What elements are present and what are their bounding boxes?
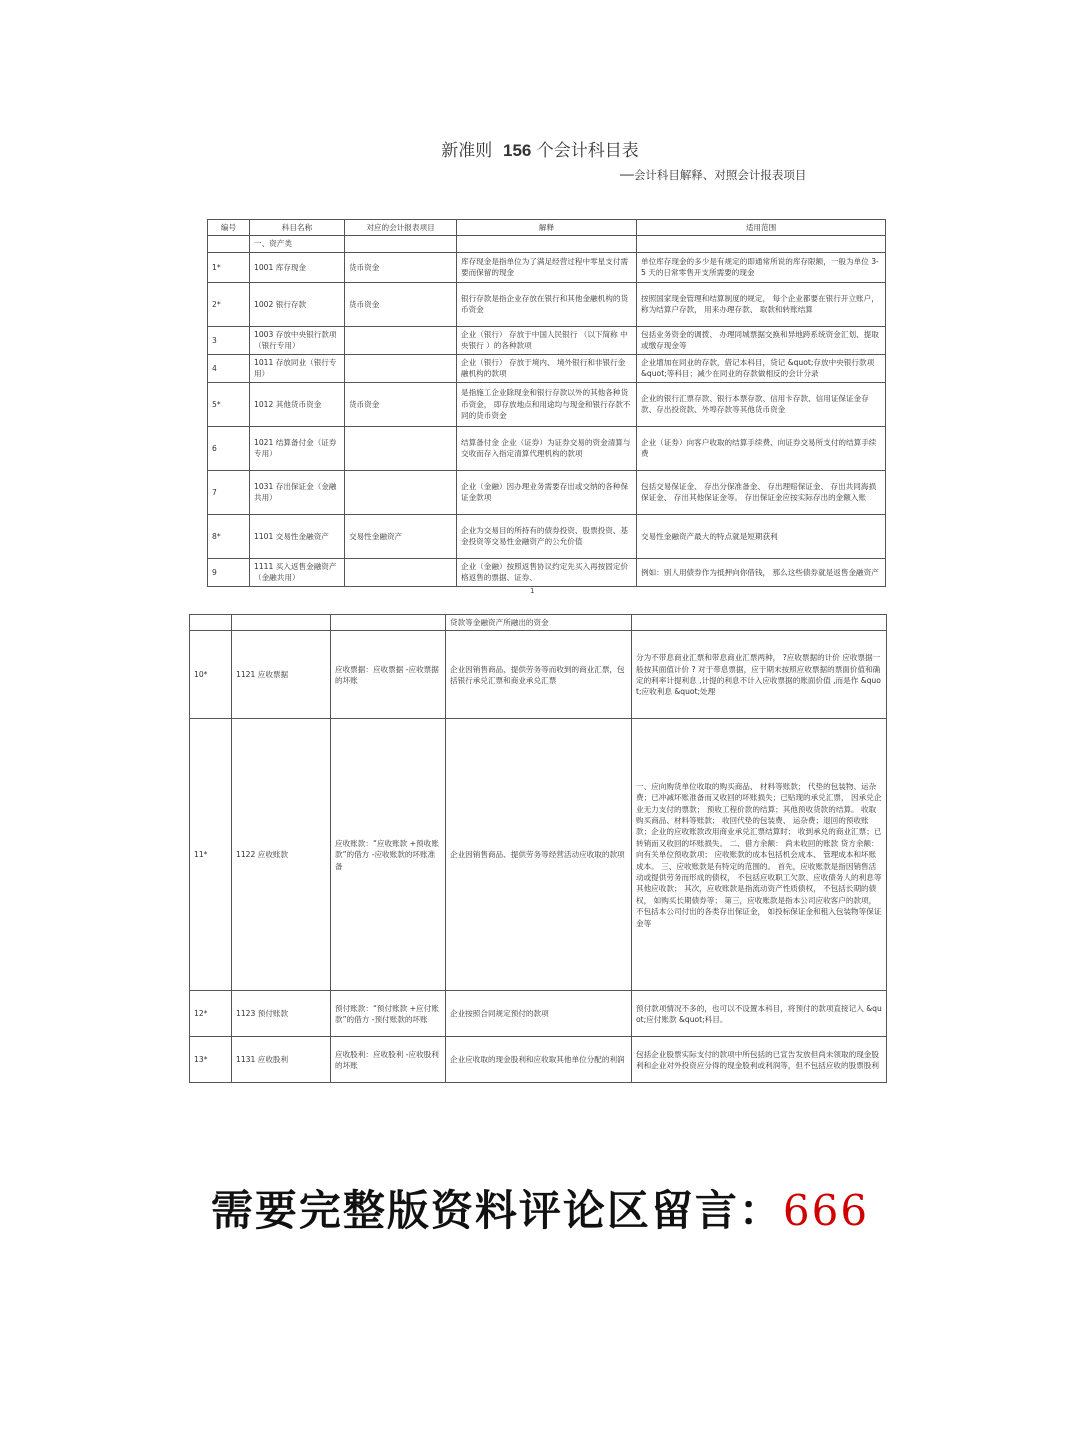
section-row [208, 236, 886, 252]
cell-name: 1001 库存现金 [250, 252, 345, 282]
table-row [208, 326, 886, 354]
footer-text: 需要完整版资料评论区留言： [210, 1186, 783, 1235]
cell-explain: 企业（金融）按照返售协议约定先买入再按固定价格返售的票据、证券、 [457, 558, 637, 586]
cell-name: 1122 应收账款 [232, 719, 331, 991]
cell-no: 12* [190, 991, 232, 1037]
footer-code: 666 [782, 1186, 870, 1235]
cell-explain: 企业（金融）因办理业务需要存出或交纳的各种保证金款项 [457, 470, 637, 514]
cell-report: 应收票据：应收票据 -应收票据的坏账 [331, 631, 446, 719]
section-blank [345, 236, 457, 252]
cell-report [345, 558, 457, 586]
cell-name: 1121 应收票据 [232, 631, 331, 719]
cell-no: 2* [208, 282, 250, 326]
title-suffix: 个会计科目表 [536, 141, 639, 161]
cell-explain: 企业为交易目的所持有的债券投资、股票投资、基金投资等交易性金融资产的公允价值 [457, 514, 637, 558]
cell-scope: 按照国家现金管理和结算制度的规定， 每个企业都要在银行开立账户， 称为结算户存款， 用来办理存款、 取款和转账结算 [637, 282, 886, 326]
cell-explain: 企业（银行） 存放于中国人民银行 （以下简称 中央银行 ）的各种款项 [457, 326, 637, 354]
cell-report [345, 326, 457, 354]
cell-scope: 包括业务资金的调拨、 办理同城票据交换和异地跨系统资金汇划、提取或缴存现金等 [637, 326, 886, 354]
table-row [208, 282, 886, 326]
cell-report: 交易性金融资产 [345, 514, 457, 558]
cell-report: 货币资金 [345, 282, 457, 326]
footer-caption [0, 1178, 1080, 1238]
cell-explain: 是指施工企业除现金和银行存款以外的其他各种货币资金， 即存放地点和用途均与现金和银行存款不同的货币资金 [457, 382, 637, 426]
carry-blank [632, 615, 887, 631]
cell-name: 1123 预付账款 [232, 991, 331, 1037]
header-explain: 解释 [457, 220, 637, 236]
title-number: 156 [503, 141, 532, 160]
cell-name: 1003 存放中央银行款项（银行专用） [250, 326, 345, 354]
cell-name: 1101 交易性金融资产 [250, 514, 345, 558]
section-blank [457, 236, 637, 252]
table-row [190, 719, 887, 991]
table-row [190, 631, 887, 719]
cell-scope: 预付款项情况不多的，也可以不设置本科目，将预付的款项直接记入 &quot;应付账款 &quot;科目。 [632, 991, 887, 1037]
header-report: 对应的会计报表项目 [345, 220, 457, 236]
carry-blank [190, 615, 232, 631]
table-row [208, 514, 886, 558]
cell-no: 5* [208, 382, 250, 426]
table-row [208, 354, 886, 382]
table-row [208, 470, 886, 514]
cell-explain: 结算备付金 企业（证券）为证券交易的资金清算与交收而存入指定清算代理机构的款项 [457, 426, 637, 470]
cell-no: 6 [208, 426, 250, 470]
cell-scope: 分为不带息商业汇票和带息商业汇票两种， ?应收票据的计价 应收票据一般按其面值计价 ? 对于带息票据，应于期末按照应收票据的票面价值和确定的利率计提利息 ,计提的利息不计入应收票据的账面价值 ,而是作 &quot;应收利息 &quot;处理 [632, 631, 887, 719]
cell-scope: 包括交易保证金、 存出分保准备金、 存出理赔保证金、 存出共同海损保证金、 存出其他保证金等。 存出保证金应按实际存出的金额入账 [637, 470, 886, 514]
cell-name: 1002 银行存款 [250, 282, 345, 326]
carry-blank [331, 615, 446, 631]
cell-scope: 企业的银行汇票存款、银行本票存款、信用卡存款、信用证保证金存款、存出投资款、外埠存款等其他货币资金 [637, 382, 886, 426]
cell-scope: 一、应向购货单位收取的购买商品、 材料等账款； 代垫的包装物、运杂费；已冲减坏账准备而又收回的坏账损失；已贴现的承兑汇票， 因承兑企业无力支付的票款； 预收工程价款的结算；其他预收货款的结算。 收取购买商品、材料等账款； 收回代垫的包装费、 运杂费；退回的预收账款；企业的应收账款改用商业承兑汇票结算时； 收到承兑的商业汇票；已转销而又收回的坏账损失。 二、借方余额： 尚未收回的账款 贷方余额： 向有关单位预收款项； 应收账款的成本包括机会成本、 管理成本和坏账成本。 三、应收账款是有特定的范围的。 首先，应收账款是指因销售活动或提供劳务而形成的债权， 不包括应收职工欠款、应收债务人的利息等其他应收款； 其次，应收账款是指流动资产性质债权， 不包括长期的债权， 如购买长期债券等； 第三，应收账款是指本公司应收客户的款项， 不包括本公司付出的各类存出保证金， 如投标保证金和租入包装物等保证金等 [632, 719, 887, 991]
cell-scope: 包括企业股票实际支付的款项中所包括的已宣告发放但尚未领取的现金股利和企业对外投资应分得的现金股利或利润等，但不包括应收的股票股利 [632, 1037, 887, 1083]
cell-no: 3 [208, 326, 250, 354]
table-header-row [208, 220, 886, 236]
cell-no: 1* [208, 252, 250, 282]
carry-text: 贷款等金融资产所融出的资金 [446, 615, 632, 631]
table-row [208, 558, 886, 586]
cell-no: 10* [190, 631, 232, 719]
cell-report: 应收账款：“应收账款 +预收账款”的借方 -应收账款的坏账准备 [331, 719, 446, 991]
cell-report [345, 470, 457, 514]
accounts-table-page1 [207, 219, 886, 587]
header-scope: 适用范围 [637, 220, 886, 236]
cell-name: 1131 应收股利 [232, 1037, 331, 1083]
page-number: 1 [530, 587, 535, 595]
cell-report [345, 426, 457, 470]
cell-name: 1111 买入返售金融资产（金融共用） [250, 558, 345, 586]
section-blank [637, 236, 886, 252]
cell-explain: 库存现金是指单位为了满足经营过程中零星支付需要而保留的现金 [457, 252, 637, 282]
cell-explain: 企业应收取的现金股利和应收取其他单位分配的利润 [446, 1037, 632, 1083]
cell-scope: 单位库存现金的多少是有规定的即通常所说的库存限额，一般为单位 3-5 天的日常零售开支所需要的现金 [637, 252, 886, 282]
section-blank [208, 236, 250, 252]
section-label: 一、资产类 [250, 236, 345, 252]
document-title [0, 136, 1080, 161]
cell-report: 预付账款：“预付账款 +应付账款”的借方 -预付账款的坏账 [331, 991, 446, 1037]
cell-explain: 企业（银行） 存放于境内、 境外银行和非银行金融机构的款项 [457, 354, 637, 382]
cell-report: 应收股利：应收股利 -应收股利的坏账 [331, 1037, 446, 1083]
document-subtitle: ──会计科目解释、对照会计报表项目 [620, 168, 807, 182]
cell-name: 1011 存放同业（银行专用） [250, 354, 345, 382]
cell-explain: 企业因销售商品、提供劳务等经营活动应收取的款项 [446, 719, 632, 991]
cell-scope: 企业（证券）向客户收取的结算手续费、向证券交易所支付的结算手续费 [637, 426, 886, 470]
cell-scope: 例如：别人用债券作为抵押向你借钱， 那么这些债券就是返售金融资产 [637, 558, 886, 586]
cell-explain: 企业按照合同规定预付的款项 [446, 991, 632, 1037]
cell-no: 11* [190, 719, 232, 991]
cell-no: 8* [208, 514, 250, 558]
title-prefix: 新准则 [441, 141, 493, 161]
cell-report: 货币资金 [345, 252, 457, 282]
cell-no: 9 [208, 558, 250, 586]
cell-no: 7 [208, 470, 250, 514]
header-no: 编号 [208, 220, 250, 236]
table-row [190, 1037, 887, 1083]
table-row [208, 252, 886, 282]
carry-blank [232, 615, 331, 631]
cell-report: 货币资金 [345, 382, 457, 426]
table-row [190, 991, 887, 1037]
cell-explain: 银行存款是指企业存放在银行和其他金融机构的货币资金 [457, 282, 637, 326]
cell-scope: 交易性金融资产最大的特点就是短期获利 [637, 514, 886, 558]
accounts-table-page2 [189, 614, 887, 1083]
cell-report [345, 354, 457, 382]
table-row [208, 426, 886, 470]
carry-row [190, 615, 887, 631]
cell-name: 1031 存出保证金（金融共用） [250, 470, 345, 514]
cell-name: 1021 结算备付金（证券专用） [250, 426, 345, 470]
cell-explain: 企业因销售商品、提供劳务等而收到的商业汇票，包括银行承兑汇票和商业承兑汇票 [446, 631, 632, 719]
cell-no: 13* [190, 1037, 232, 1083]
cell-no: 4 [208, 354, 250, 382]
header-name: 科目名称 [250, 220, 345, 236]
cell-name: 1012 其他货币资金 [250, 382, 345, 426]
table-row [208, 382, 886, 426]
cell-scope: 企业增加在同业的存款，借记本科目，贷记 &quot;存放中央银行款项 &quot;等科目；减少在同业的存款做相反的会计分录 [637, 354, 886, 382]
